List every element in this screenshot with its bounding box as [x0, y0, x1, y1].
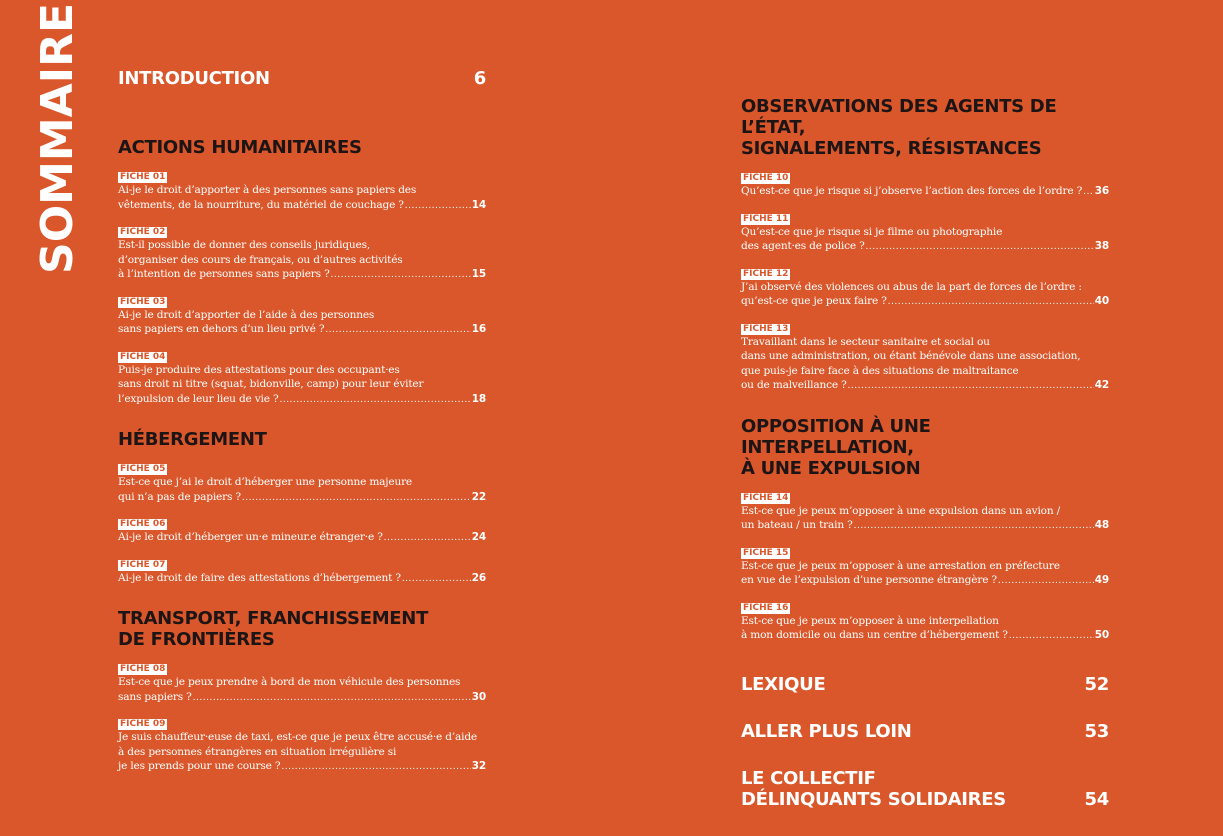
section-title — [118, 429, 486, 450]
fiche-text-line: que puis-je faire face à des situations de maltraitance — [741, 364, 1019, 377]
fiche-text-line: Je suis chauffeur·euse de taxi, est-ce que je peux être accusé·e d’aide — [118, 731, 477, 743]
fiche-text-line: qui n’a pas de papiers ? — [118, 490, 241, 503]
fiche-text-line: à des personnes étrangères en situation irrégulière si — [118, 745, 397, 758]
fiche-label: FICHE 03 — [120, 296, 166, 307]
fiche-page-number: 42 — [1094, 379, 1109, 391]
fiche-text-line: Est-ce que je peux prendre à bord de mon véhicule des personnes — [118, 676, 461, 688]
fiche-text-line: dans une administration, ou étant bénévole dans une association, — [741, 350, 1081, 362]
intro-entry[interactable] — [118, 68, 486, 89]
fiche-page-number: 15 — [471, 268, 486, 280]
extra-label — [741, 768, 1006, 810]
fiche-text-line: qu’est-ce que je peux faire ? — [741, 295, 887, 307]
leader-dots — [281, 760, 470, 775]
toc-fiche-entry[interactable] — [118, 164, 486, 213]
fiche-text-line: en vue de l’expulsion d’une personne étrangère ? — [741, 574, 997, 586]
leader-dots — [1009, 629, 1094, 644]
fiche-label: FICHE 07 — [120, 559, 166, 570]
toc-fiche-entry[interactable] — [118, 552, 486, 587]
toc-fiche-entry[interactable] — [741, 316, 1109, 394]
fiche-text-line: sans droit ni titre (squat, bidonville, camp) pour leur éviter — [118, 378, 424, 390]
section-title-line: DE FRONTIÈRES — [118, 629, 275, 650]
fiche-page-number: 32 — [471, 760, 486, 772]
fiche-label: FICHE 14 — [743, 492, 789, 503]
section-title-line: HÉBERGEMENT — [118, 429, 267, 450]
fiche-text-line: Ai-je le droit d’héberger un·e mineur.e étranger·e ? — [118, 531, 383, 543]
fiche-text-line: Puis-je produire des attestations pour des occupant·es — [118, 363, 400, 376]
fiche-page-number: 49 — [1094, 574, 1109, 586]
section-title-line: ACTIONS HUMANITAIRES — [118, 137, 362, 158]
leader-dots — [193, 691, 471, 706]
extra-label-line: LEXIQUE — [741, 673, 826, 695]
section-title-line: À UNE EXPULSION — [741, 457, 921, 479]
fiche-text-line: l’expulsion de leur lieu de vie ? — [118, 392, 279, 405]
toc-fiche-entry[interactable] — [741, 595, 1109, 644]
fiche-label: FICHE 01 — [120, 172, 166, 182]
fiche-text-line: J’ai observé des violences ou abus de la part de forces de l’ordre : — [741, 280, 1082, 293]
fiche-label: FICHE 12 — [743, 268, 789, 279]
fiche-label: FICHE 05 — [120, 464, 166, 474]
toc-fiche-entry[interactable] — [118, 511, 486, 546]
fiche-label: FICHE 11 — [743, 213, 789, 224]
section-title — [118, 137, 486, 158]
leader-dots — [1083, 185, 1094, 200]
extra-label — [741, 674, 825, 695]
toc-fiche-entry[interactable] — [741, 165, 1109, 200]
fiche-text-line: des agent·es de police ? — [741, 240, 865, 252]
fiche-text-line: Est-ce que je peux m’opposer à une arrestation en préfecture — [741, 559, 1060, 572]
fiche-text-line: Est-ce que je peux m’opposer à une expulsion dans un avion / — [741, 504, 1060, 517]
leader-dots — [405, 199, 471, 214]
section-title-line: OBSERVATIONS DES AGENTS DE L’ÉTAT, — [741, 96, 1057, 138]
toc-fiche-entry[interactable] — [741, 540, 1109, 589]
fiche-label: FICHE 10 — [743, 173, 789, 183]
extra-page-number: 53 — [1084, 720, 1109, 742]
leader-dots — [325, 323, 470, 338]
fiche-text-line: Travaillant dans le secteur sanitaire et social ou — [741, 335, 990, 348]
fiche-label: FICHE 02 — [120, 227, 166, 237]
leader-dots — [242, 491, 471, 506]
right-extras — [741, 674, 1109, 810]
leader-dots — [402, 572, 471, 587]
toc-section — [118, 429, 486, 586]
section-title — [118, 608, 486, 650]
fiche-page-number: 22 — [471, 490, 486, 503]
extra-page-number: 52 — [1084, 673, 1109, 695]
fiche-page-number: 26 — [471, 571, 486, 584]
toc-extra-entry[interactable] — [741, 768, 1109, 810]
fiche-text-line: Est-ce que je peux m’opposer à une interpellation — [741, 614, 999, 627]
leader-dots — [848, 379, 1094, 394]
fiche-text-line: Ai-je le droit d’apporter à des personnes sans papiers des — [118, 184, 417, 196]
fiche-page-number: 40 — [1094, 295, 1109, 307]
leader-dots — [866, 240, 1094, 255]
fiche-label: FICHE 15 — [743, 547, 789, 558]
extra-label-line: LE COLLECTIF — [741, 767, 876, 789]
fiche-page-number: 36 — [1094, 185, 1109, 197]
fiche-page-number: 48 — [1094, 519, 1109, 531]
toc-section — [118, 137, 486, 407]
extra-page-number: 54 — [1084, 788, 1109, 810]
fiche-page-number: 14 — [471, 198, 486, 211]
fiche-label: FICHE 08 — [120, 664, 166, 674]
fiche-label: FICHE 13 — [743, 323, 789, 334]
toc-extra-entry[interactable] — [741, 674, 1109, 695]
fiche-text-line: vêtements, de la nourriture, du matériel de couchage ? — [118, 198, 404, 211]
toc-fiche-entry[interactable] — [118, 219, 486, 283]
toc-section — [118, 608, 486, 775]
section-title-line: OPPOSITION À UNE INTERPELLATION, — [741, 415, 931, 458]
fiche-text-line: Est-il possible de donner des conseils juridiques, — [118, 239, 370, 251]
page-title: SOMMAIRE — [32, 2, 83, 274]
leader-dots — [331, 268, 471, 283]
extra-label-line: ALLER PLUS LOIN — [741, 720, 912, 742]
toc-fiche-entry[interactable] — [741, 206, 1109, 255]
section-title — [741, 96, 1109, 159]
fiche-text-line: à l’intention de personnes sans papiers ? — [118, 268, 330, 280]
fiche-text-line: Qu’est-ce que je risque si j’observe l’action des forces de l’ordre ? — [741, 185, 1083, 197]
toc-fiche-entry[interactable] — [118, 289, 486, 338]
left-sections — [118, 137, 486, 797]
intro-label: INTRODUCTION — [118, 68, 270, 89]
section-title-line: TRANSPORT, FRANCHISSEMENT — [118, 608, 429, 629]
extra-label — [741, 721, 912, 742]
fiche-text-line: Est-ce que j’ai le droit d’héberger une personne majeure — [118, 476, 413, 488]
fiche-label: FICHE 16 — [743, 602, 789, 613]
fiche-page-number: 16 — [471, 323, 486, 335]
intro-page: 6 — [473, 68, 486, 89]
fiche-text-line: d’organiser des cours de français, ou d’autres activités — [118, 253, 403, 266]
toc-fiche-entry[interactable] — [741, 261, 1109, 310]
leader-dots — [888, 295, 1094, 310]
right-column — [741, 96, 1109, 836]
fiche-page-number: 18 — [471, 392, 486, 405]
leader-dots — [998, 574, 1094, 589]
fiche-text-line: Ai-je le droit d’apporter de l’aide à des personnes — [118, 308, 375, 321]
leader-dots — [854, 519, 1094, 534]
fiche-text-line: sans papiers ? — [118, 690, 192, 703]
toc-section — [741, 96, 1109, 394]
fiche-label: FICHE 04 — [120, 351, 166, 362]
fiche-page-number: 38 — [1094, 240, 1109, 252]
fiche-text-line: ou de malveillance ? — [741, 379, 847, 391]
toc-fiche-entry[interactable] — [118, 344, 486, 408]
toc-section — [741, 416, 1109, 644]
section-title-line: SIGNALEMENTS, RÉSISTANCES — [741, 138, 1042, 159]
toc-fiche-entry[interactable] — [741, 485, 1109, 534]
fiche-text-line: Ai-je le droit de faire des attestations d’hébergement ? — [118, 571, 401, 584]
fiche-text-line: sans papiers en dehors d’un lieu privé ? — [118, 323, 325, 335]
fiche-text-line: je les prends pour une course ? — [118, 760, 281, 772]
toc-fiche-entry[interactable] — [118, 711, 486, 775]
toc-fiche-entry[interactable] — [118, 456, 486, 505]
fiche-text-line: à mon domicile ou dans un centre d’hébergement ? — [741, 629, 1008, 641]
fiche-label: FICHE 09 — [120, 719, 166, 729]
leader-dots — [279, 393, 470, 408]
fiche-label: FICHE 06 — [120, 519, 166, 529]
fiche-text-line: un bateau / un train ? — [741, 519, 853, 531]
right-sections — [741, 96, 1109, 666]
extra-label-line: DÉLINQUANTS SOLIDAIRES — [741, 788, 1006, 810]
toc-fiche-entry[interactable] — [118, 656, 486, 705]
fiche-text-line: Qu’est-ce que je risque si je filme ou photographie — [741, 225, 1003, 238]
fiche-page-number: 30 — [471, 690, 486, 703]
fiche-page-number: 24 — [471, 531, 486, 543]
left-column — [118, 68, 486, 797]
leader-dots — [384, 531, 471, 546]
toc-extra-entry[interactable] — [741, 721, 1109, 742]
section-title — [741, 416, 1109, 479]
fiche-page-number: 50 — [1094, 629, 1109, 641]
